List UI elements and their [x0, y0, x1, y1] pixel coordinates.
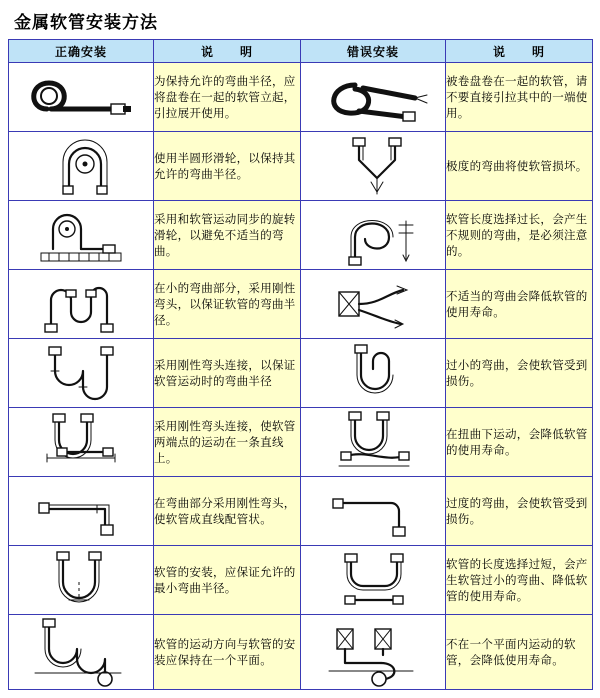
header-wrong-install: 错误安装: [301, 40, 446, 63]
table-row: [9, 408, 593, 477]
long-loose-hose-icon: [301, 201, 446, 270]
torsion-bend-icon: [301, 408, 446, 477]
installation-methods-table: [8, 39, 593, 690]
rigid-bend-small-radius-icon: [9, 270, 154, 339]
same-plane-motion-icon: [9, 615, 154, 690]
table-row: [9, 270, 593, 339]
row-wrong-text: 在扭曲下运动，会降低软管的使用寿命。: [446, 408, 593, 477]
out-of-plane-motion-icon: [301, 615, 446, 690]
row-correct-text: 采用刚性弯头连接，以保证软管运动时的弯曲半径: [154, 339, 301, 408]
page-title: 金属软管安装方法: [14, 13, 158, 33]
min-bend-radius-icon: [9, 546, 154, 615]
header-wrong-desc: 说 明: [446, 40, 593, 63]
row-correct-text: 软管的安装，应保证允许的最小弯曲半径。: [154, 546, 301, 615]
header-correct-install: 正确安装: [9, 40, 154, 63]
row-wrong-text: 软管长度选择过长，会产生不规则的弯曲，是必须注意的。: [446, 201, 593, 270]
too-long-hose-icon: [301, 546, 446, 615]
row-wrong-text: 过小的弯曲，会使软管受到损伤。: [446, 339, 593, 408]
semicircle-sheave-icon: [9, 132, 154, 201]
straight-line-ends-icon: [9, 408, 154, 477]
tangled-coil-hose-icon: [301, 63, 446, 132]
coiled-hose-icon: [9, 63, 154, 132]
row-correct-text: 在弯曲部分采用刚性弯头，使软管成直线配管状。: [154, 477, 301, 546]
row-correct-text: 在小的弯曲部分，采用刚性弯头，以保证软管的弯曲半径。: [154, 270, 301, 339]
over-tight-bend-icon: [301, 339, 446, 408]
sharp-vee-bend-icon: [301, 132, 446, 201]
table-body: [9, 63, 593, 690]
improper-bend-icon: [301, 270, 446, 339]
table-row: [9, 615, 593, 690]
table-row: [9, 339, 593, 408]
row-wrong-text: 不适当的弯曲会降低软管的使用寿命。: [446, 270, 593, 339]
row-wrong-text: 被卷盘卷在一起的软管，请不要直接引拉其中的一端使用。: [446, 63, 593, 132]
row-wrong-text: 极度的弯曲将使软管损坏。: [446, 132, 593, 201]
row-correct-text: 使用半圆形滑轮，以保持其允许的弯曲半径。: [154, 132, 301, 201]
table-row: [9, 201, 593, 270]
table-row: [9, 477, 593, 546]
row-correct-text: 为保持允许的弯曲半径，应将盘卷在一起的软管立起，引拉展开使用。: [154, 63, 301, 132]
table-header: [9, 40, 593, 63]
synchronized-sheave-icon: [9, 201, 154, 270]
header-correct-desc: 说 明: [154, 40, 301, 63]
table-row: [9, 63, 593, 132]
row-correct-text: 采用和软管运动同步的旋转滑轮，以避免不适当的弯曲。: [154, 201, 301, 270]
row-wrong-text: 不在一个平面内运动的软管，会降低使用寿命。: [446, 615, 593, 690]
row-wrong-text: 软管的长度选择过短，会产生软管过小的弯曲、降低软管的使用寿命。: [446, 546, 593, 615]
header-row: [9, 40, 593, 63]
rigid-elbow-connection-icon: [9, 339, 154, 408]
row-correct-text: 采用刚性弯头连接，使软管两端点的运动在一条直线上。: [154, 408, 301, 477]
row-wrong-text: 过度的弯曲，会使软管受到损伤。: [446, 477, 593, 546]
row-correct-text: 软管的运动方向与软管的安装应保持在一个平面。: [154, 615, 301, 690]
table-row: [9, 132, 593, 201]
table-row: [9, 546, 593, 615]
straight-pipe-elbow-icon: [9, 477, 154, 546]
excessive-bend-icon: [301, 477, 446, 546]
